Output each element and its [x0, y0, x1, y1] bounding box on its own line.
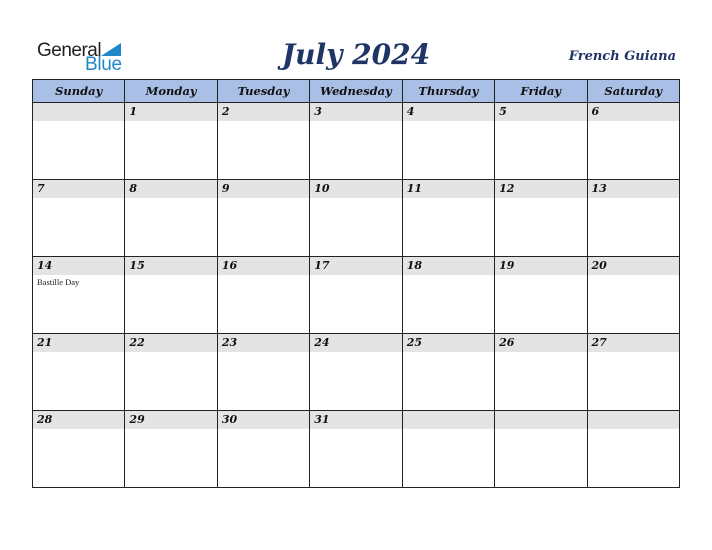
day-number-bar — [403, 334, 494, 352]
day-number: 6 — [591, 105, 600, 118]
day-cell — [310, 334, 402, 411]
day-number-bar — [495, 334, 586, 352]
day-number: 5 — [499, 105, 507, 118]
day-number: 21 — [37, 336, 53, 349]
day-cell — [125, 103, 217, 180]
day-cell — [217, 411, 309, 488]
calendar-title: July 2024 — [281, 38, 431, 71]
day-number: 22 — [129, 336, 145, 349]
day-cell — [310, 257, 402, 334]
week-row — [33, 180, 680, 257]
day-number: 4 — [406, 105, 415, 118]
weekday-header-row — [33, 80, 680, 103]
day-number: 17 — [314, 259, 330, 272]
day-number-bar — [588, 334, 679, 352]
calendar-grid — [32, 79, 680, 488]
day-cell — [33, 411, 125, 488]
day-number: 25 — [406, 336, 422, 349]
day-number: 30 — [221, 413, 238, 426]
day-number-bar — [218, 257, 309, 275]
day-number: 15 — [129, 259, 145, 272]
day-cell — [402, 180, 494, 257]
day-number-bar — [495, 257, 586, 275]
logo-text-blue: Blue — [85, 54, 122, 75]
day-number: 1 — [129, 105, 138, 118]
day-number: 8 — [129, 182, 138, 195]
day-number-bar — [310, 180, 401, 198]
day-number-bar — [218, 180, 309, 198]
day-number: 16 — [221, 259, 238, 272]
day-number-bar — [218, 411, 309, 429]
holiday-label: Bastille Day — [37, 277, 80, 287]
day-number-bar — [403, 257, 494, 275]
day-number: 2 — [221, 105, 230, 118]
day-cell — [495, 411, 587, 488]
day-cell — [495, 180, 587, 257]
day-number: 18 — [406, 259, 422, 272]
day-cell — [587, 411, 679, 488]
day-cell — [495, 103, 587, 180]
day-number: 10 — [314, 182, 330, 195]
weekday-header: Wednesday — [310, 80, 402, 103]
day-cell — [587, 334, 679, 411]
day-number-bar — [33, 334, 124, 352]
day-number-bar — [588, 257, 679, 275]
day-number-bar — [125, 103, 216, 121]
day-number: 9 — [221, 182, 230, 195]
day-cell — [33, 103, 125, 180]
day-cell — [125, 257, 217, 334]
day-cell — [33, 257, 125, 334]
day-number-bar — [403, 103, 494, 121]
logo-text-general: General — [37, 40, 102, 61]
day-number-bar — [218, 334, 309, 352]
day-number: 29 — [129, 413, 145, 426]
day-number: 12 — [499, 182, 515, 195]
country-name: French Guiana — [568, 49, 676, 64]
day-number: 13 — [591, 182, 607, 195]
day-number: 26 — [499, 336, 515, 349]
day-number: 20 — [591, 259, 607, 272]
day-number: 14 — [37, 259, 53, 272]
day-cell — [217, 103, 309, 180]
day-number-bar — [495, 411, 586, 429]
day-number-bar — [588, 103, 679, 121]
day-cell — [402, 411, 494, 488]
day-cell — [402, 103, 494, 180]
day-number-bar — [218, 103, 309, 121]
week-row — [33, 257, 680, 334]
week-row — [33, 103, 680, 180]
day-number: 27 — [591, 336, 607, 349]
day-cell — [495, 334, 587, 411]
day-number-bar — [310, 411, 401, 429]
day-number-bar — [33, 180, 124, 198]
day-number-bar — [310, 334, 401, 352]
day-cell — [217, 334, 309, 411]
day-number-bar — [403, 411, 494, 429]
day-cell — [587, 257, 679, 334]
day-cell — [125, 411, 217, 488]
day-number-bar — [125, 257, 216, 275]
day-cell — [125, 180, 217, 257]
weekday-header: Monday — [125, 80, 217, 103]
day-cell — [33, 334, 125, 411]
day-number-bar — [495, 180, 586, 198]
day-number: 3 — [314, 105, 322, 118]
weekday-header: Thursday — [402, 80, 494, 103]
day-number-bar — [125, 411, 216, 429]
day-number-bar — [33, 257, 124, 275]
day-number: 24 — [314, 336, 330, 349]
day-cell — [125, 334, 217, 411]
day-cell — [217, 257, 309, 334]
day-number-bar — [495, 103, 586, 121]
day-cell — [495, 257, 587, 334]
day-number-bar — [403, 180, 494, 198]
weekday-header: Sunday — [33, 80, 125, 103]
day-number-bar — [588, 180, 679, 198]
day-cell — [402, 334, 494, 411]
day-cell — [402, 257, 494, 334]
day-number: 31 — [314, 413, 330, 426]
week-row — [33, 411, 680, 488]
day-cell — [217, 180, 309, 257]
day-number: 23 — [221, 336, 238, 349]
day-cell — [310, 180, 402, 257]
day-number: 28 — [37, 413, 53, 426]
weekday-header: Friday — [495, 80, 587, 103]
day-number-bar — [125, 180, 216, 198]
day-number-bar — [33, 103, 124, 121]
day-cell — [310, 103, 402, 180]
day-number-bar — [310, 257, 401, 275]
day-cell — [33, 180, 125, 257]
day-number: 19 — [499, 259, 515, 272]
day-number-bar — [33, 411, 124, 429]
day-number-bar — [588, 411, 679, 429]
day-number: 11 — [406, 182, 422, 195]
weekday-header: Tuesday — [217, 80, 309, 103]
day-number-bar — [310, 103, 401, 121]
day-number: 7 — [37, 182, 45, 195]
weekday-header: Saturday — [587, 80, 679, 103]
day-cell — [587, 103, 679, 180]
week-row — [33, 334, 680, 411]
day-cell — [310, 411, 402, 488]
day-number-bar — [125, 334, 216, 352]
day-cell — [587, 180, 679, 257]
